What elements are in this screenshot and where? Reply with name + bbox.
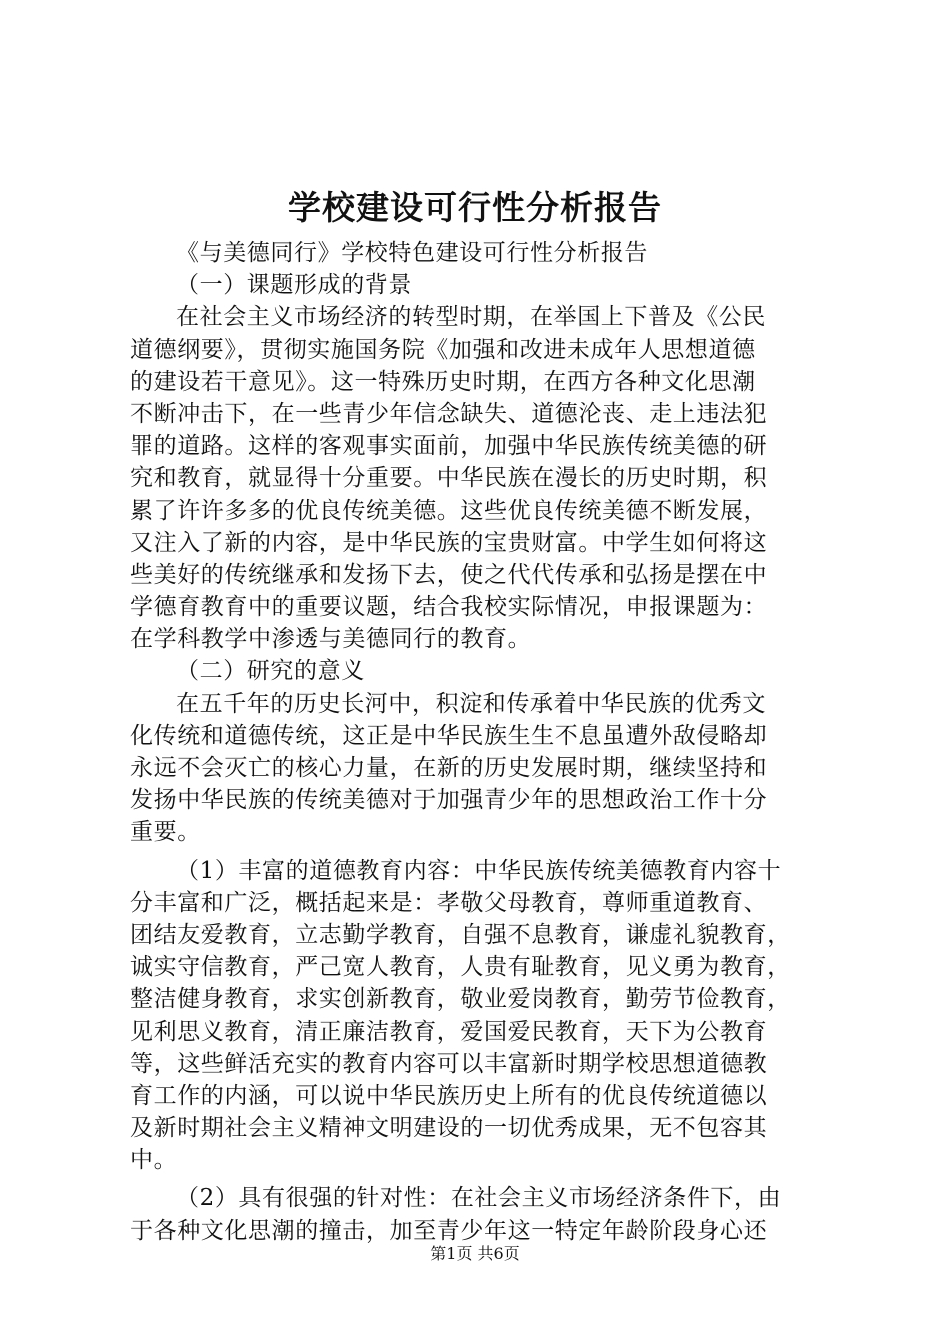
paragraph-line: 在社会主义市场经济的转型时期，在举国上下普及《公民 (176, 304, 766, 331)
paragraph-line: 中。 (130, 1147, 178, 1174)
paragraph-line: 等，这些鲜活充实的教育内容可以丰富新时期学校思想道德教 (130, 1050, 768, 1077)
paragraph-line: 不断冲击下，在一些青少年信念缺失、道德沦丧、走上违法犯 (130, 400, 768, 427)
document-body (130, 237, 830, 1247)
section-heading: （一）课题形成的背景 (176, 272, 412, 299)
paragraph-line: 重要。 (130, 819, 201, 846)
paragraph-line: 永远不会灭亡的核心力量，在新的历史发展时期，继续坚持和 (130, 755, 768, 781)
paragraph-line: 分丰富和广泛，概括起来是：孝敬父母教育，尊师重道教育、 (130, 889, 768, 916)
paragraph-line: （1）丰富的道德教育内容：中华民族传统美德教育内容十 (176, 857, 782, 884)
paragraph-line: 于各种文化思潮的撞击，加至青少年这一特定年龄阶段身心还 (130, 1217, 768, 1244)
paragraph-line: 发扬中华民族的传统美德对于加强青少年的思想政治工作十分 (130, 787, 768, 814)
document-title: 学校建设可行性分析报告 (288, 188, 662, 227)
paragraph-line: 些美好的传统继承和发扬下去，使之代代传承和弘扬是摆在中 (130, 561, 768, 588)
paragraph-line: 见利思义教育，清正廉洁教育，爱国爱民教育，天下为公教育 (130, 1018, 768, 1045)
paragraph-line: （2）具有很强的针对性：在社会主义市场经济条件下，由 (176, 1185, 782, 1212)
paragraph-line: 诚实守信教育，严己宽人教育，人贵有耻教育，见义勇为教育， (130, 954, 791, 981)
paragraph-line: 又注入了新的内容，是中华民族的宝贵财富。中学生如何将这 (130, 529, 768, 556)
paragraph-line: 团结友爱教育，立志勤学教育，自强不息教育，谦虚礼貌教育， (130, 921, 791, 948)
paragraph-line: 道德纲要》，贯彻实施国务院《加强和改进未成年人思想道德 (130, 336, 756, 363)
paragraph-line: 究和教育，就显得十分重要。中华民族在漫长的历史时期，积 (130, 465, 768, 492)
paragraph-line: 在学科教学中渗透与美德同行的教育。 (130, 626, 532, 653)
paragraph-line: 及新时期社会主义精神文明建设的一切优秀成果，无不包容其 (130, 1115, 768, 1142)
paragraph-line: 育工作的内涵，可以说中华民族历史上所有的优良传统道德以 (130, 1082, 768, 1109)
subtitle-line: 《与美德同行》学校特色建设可行性分析报告 (176, 240, 648, 266)
page-footer: 第1页 共6页 (430, 1244, 520, 1263)
paragraph-line: 的建设若干意见》。这一特殊历史时期，在西方各种文化思潮 (130, 368, 756, 395)
paragraph-line: 累了许许多多的优良传统美德。这些优良传统美德不断发展， (130, 497, 768, 524)
paragraph-line: 学德育教育中的重要议题，结合我校实际情况，申报课题为： (130, 594, 768, 621)
paragraph-line: 在五千年的历史长河中，积淀和传承着中华民族的优秀文 (176, 690, 766, 717)
paragraph-line: 整洁健身教育，求实创新教育，敬业爱岗教育，勤劳节俭教育， (130, 986, 791, 1013)
paragraph-line: 罪的道路。这样的客观事实面前，加强中华民族传统美德的研 (130, 433, 768, 460)
section-heading: （二）研究的意义 (176, 658, 365, 685)
paragraph-line: 化传统和道德传统，这正是中华民族生生不息虽遭外敌侵略却 (130, 722, 768, 749)
